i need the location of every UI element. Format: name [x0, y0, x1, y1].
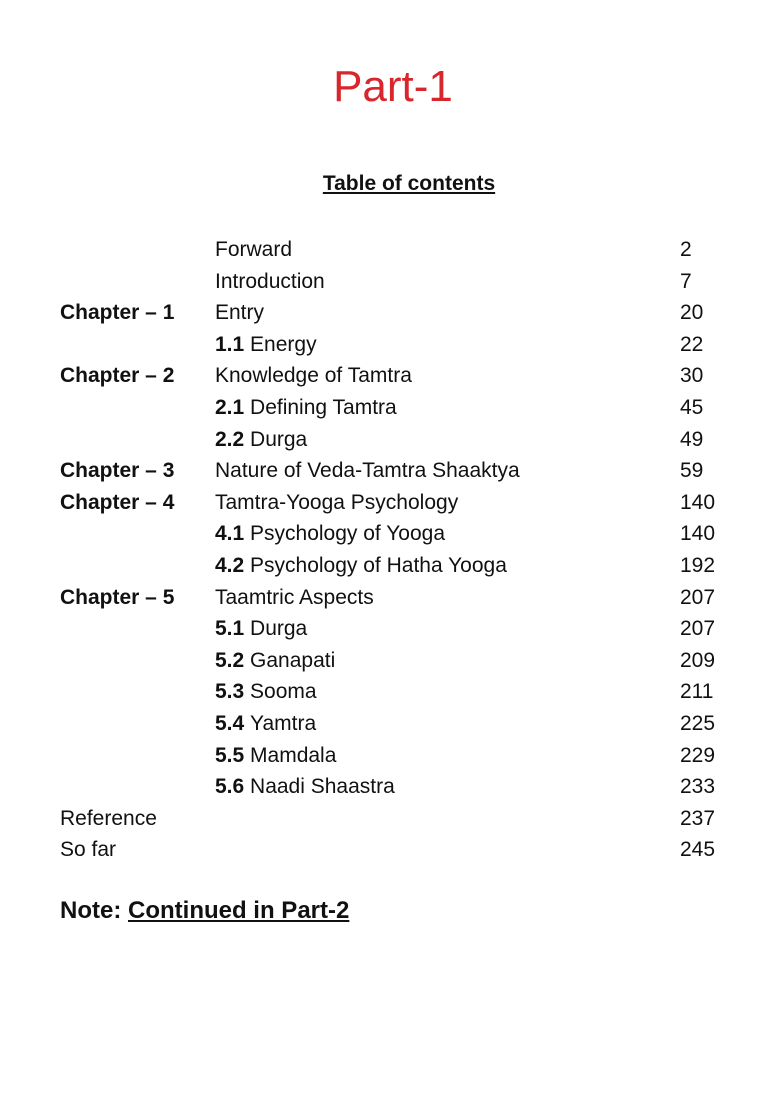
toc-row-back-matter[interactable]: [0, 834, 780, 866]
entry-title[interactable]: [215, 771, 395, 803]
entry-text: Introduction: [215, 269, 325, 293]
toc-row[interactable]: [0, 582, 780, 614]
entry-title[interactable]: [215, 708, 316, 740]
entry-title[interactable]: [215, 550, 507, 582]
entry-title[interactable]: [215, 360, 412, 392]
section-number: 5.5: [215, 743, 251, 767]
section-number: 5.1: [215, 617, 251, 641]
entry-title[interactable]: [215, 740, 336, 772]
toc-row[interactable]: [0, 645, 780, 677]
toc-row[interactable]: [0, 708, 780, 740]
entry-title[interactable]: [215, 266, 325, 298]
entry-text: Durga: [250, 427, 308, 451]
page-number: 209: [680, 648, 716, 672]
chapter-label: Chapter – 2: [60, 364, 175, 388]
page-number: 211: [680, 680, 714, 704]
page-number: 225: [680, 711, 716, 735]
page-number: 229: [680, 743, 716, 767]
toc-row[interactable]: [0, 676, 780, 708]
section-number: 5.4: [215, 711, 251, 735]
page-number: 140: [680, 490, 716, 514]
entry-text: Psychology of Yooga: [250, 522, 446, 546]
section-number: 2.1: [215, 395, 251, 419]
page-number: 207: [680, 585, 716, 609]
entry-text[interactable]: So far: [60, 838, 117, 862]
entry-title[interactable]: [215, 582, 374, 614]
page-number: 59: [680, 459, 704, 483]
toc-row[interactable]: [0, 550, 780, 582]
toc-row[interactable]: [0, 266, 780, 298]
section-number: 4.1: [215, 522, 251, 546]
entry-title[interactable]: [215, 487, 458, 519]
entry-text: Psychology of Hatha Yooga: [250, 553, 507, 577]
page-number: 245: [680, 838, 716, 862]
section-number: 5.3: [215, 680, 251, 704]
page-title: Part-1: [333, 62, 453, 111]
chapter-label: Chapter – 5: [60, 585, 175, 609]
toc-row[interactable]: [0, 297, 780, 329]
page-number: 237: [680, 806, 716, 830]
page-number: 140: [680, 522, 716, 546]
section-number: 2.2: [215, 427, 251, 451]
page-number: 45: [680, 395, 704, 419]
chapter-label: Chapter – 1: [60, 301, 175, 325]
entry-text: Sooma: [250, 680, 317, 704]
entry-text: Taamtric Aspects: [215, 585, 374, 609]
entry-text: Entry: [215, 301, 265, 325]
toc-row[interactable]: [0, 613, 780, 645]
entry-title[interactable]: [215, 329, 317, 361]
toc-heading: Table of contents: [322, 172, 496, 195]
chapter-label: Chapter – 4: [60, 490, 175, 514]
entry-text: Forward: [215, 238, 293, 261]
table-of-contents: [0, 234, 780, 866]
section-number: 5.6: [215, 775, 251, 799]
toc-row[interactable]: [0, 234, 780, 266]
page-number: 2: [680, 238, 692, 261]
toc-row[interactable]: [0, 518, 780, 550]
page-number: 20: [680, 301, 704, 325]
toc-row[interactable]: [0, 487, 780, 519]
page-number: 7: [680, 269, 692, 293]
entry-text: Knowledge of Tamtra: [215, 364, 412, 388]
entry-text: Defining Tamtra: [250, 395, 397, 419]
entry-title[interactable]: [215, 518, 445, 550]
entry-title[interactable]: [215, 676, 317, 708]
entry-title[interactable]: [215, 645, 335, 677]
entry-title[interactable]: [215, 297, 264, 329]
toc-row[interactable]: [0, 329, 780, 361]
page-number: 22: [680, 332, 704, 356]
continued-link[interactable]: Continued in Part-2: [128, 897, 350, 924]
toc-row[interactable]: [0, 392, 780, 424]
entry-title[interactable]: [215, 392, 397, 424]
page-number: 49: [680, 427, 704, 451]
page-number: 207: [680, 617, 716, 641]
note-label: Note:: [60, 897, 122, 924]
page-number: 233: [680, 775, 716, 799]
page-number: 30: [680, 364, 704, 388]
note: [60, 897, 349, 925]
entry-text: Nature of Veda-Tamtra Shaaktya: [215, 459, 520, 483]
toc-row-back-matter[interactable]: [0, 803, 780, 835]
section-number: 1.1: [215, 332, 251, 356]
entry-text[interactable]: Reference: [60, 806, 157, 830]
toc-row[interactable]: [0, 424, 780, 456]
toc-row[interactable]: [0, 360, 780, 392]
entry-title[interactable]: [215, 424, 307, 456]
entry-title[interactable]: [215, 455, 520, 487]
entry-text: Ganapati: [250, 648, 336, 672]
entry-text: Yamtra: [250, 711, 317, 735]
entry-text: Tamtra-Yooga Psychology: [215, 490, 459, 514]
toc-row[interactable]: [0, 455, 780, 487]
entry-text: Naadi Shaastra: [250, 775, 395, 799]
toc-row[interactable]: [0, 771, 780, 803]
entry-title[interactable]: [215, 234, 292, 266]
page-number: 192: [680, 553, 716, 577]
entry-text: Mamdala: [250, 743, 337, 767]
section-number: 5.2: [215, 648, 251, 672]
toc-row[interactable]: [0, 740, 780, 772]
chapter-label: Chapter – 3: [60, 459, 175, 483]
section-number: 4.2: [215, 553, 251, 577]
entry-text: Durga: [250, 617, 308, 641]
entry-title[interactable]: [215, 613, 307, 645]
entry-text: Energy: [250, 332, 317, 356]
